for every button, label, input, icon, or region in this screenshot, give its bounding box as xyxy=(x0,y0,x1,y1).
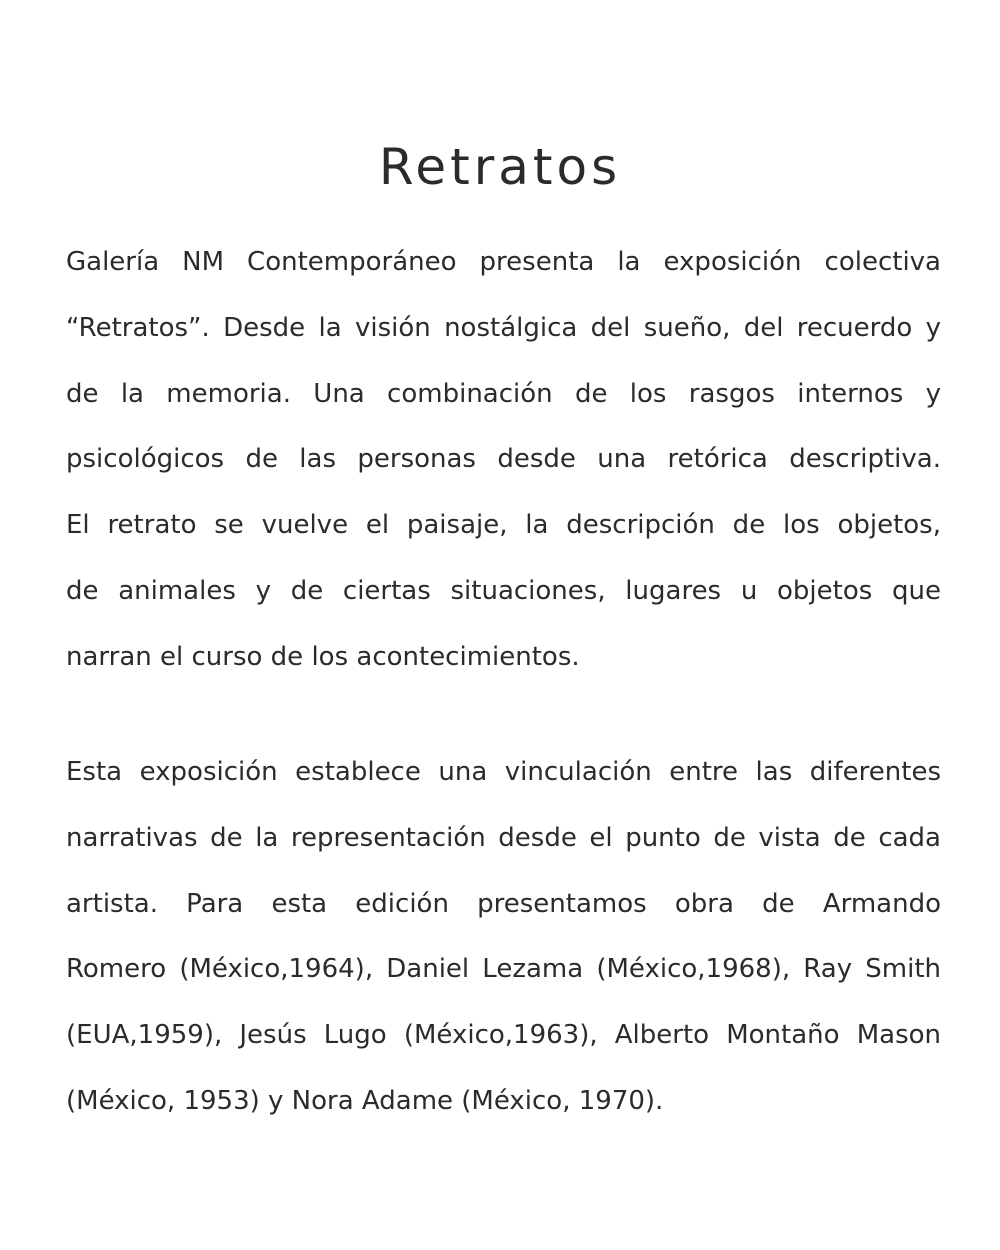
paragraph-intro xyxy=(66,230,941,691)
paragraph-artists xyxy=(66,740,941,1135)
paragraph-line: El retrato se vuelve el paisaje, la descripción de los objetos, xyxy=(66,510,941,541)
paragraph-line: artista. Para esta edición presentamos obra de Armando xyxy=(66,888,941,919)
paragraph-line: Esta exposición establece una vinculación entre las diferentes xyxy=(66,757,941,787)
paragraph-line: de la memoria. Una combinación de los rasgos internos y xyxy=(66,378,941,409)
paragraph-line: psicológicos de las personas desde una retórica descriptiva. xyxy=(66,444,941,475)
paragraph-line: (México, 1953) y Nora Adame (México, 1970). xyxy=(66,1085,664,1116)
paragraph-line: de animales y de ciertas situaciones, lugares u objetos que xyxy=(66,575,941,606)
paragraph-line: (EUA,1959), Jesús Lugo (México,1963), Alberto Montaño Mason xyxy=(66,1020,941,1051)
paragraph-line: narran el curso de los acontecimientos. xyxy=(66,641,580,672)
paragraph-line: “Retratos”. Desde la visión nostálgica del sueño, del recuerdo y xyxy=(66,312,941,343)
paragraph-line: narrativas de la representación desde el punto de vista de cada xyxy=(66,822,941,853)
paragraph-line: Galería NM Contemporáneo presenta la exposición colectiva xyxy=(66,247,941,277)
paragraph-line: Romero (México,1964), Daniel Lezama (México,1968), Ray Smith xyxy=(66,954,941,985)
page-title: Retratos xyxy=(378,138,622,196)
